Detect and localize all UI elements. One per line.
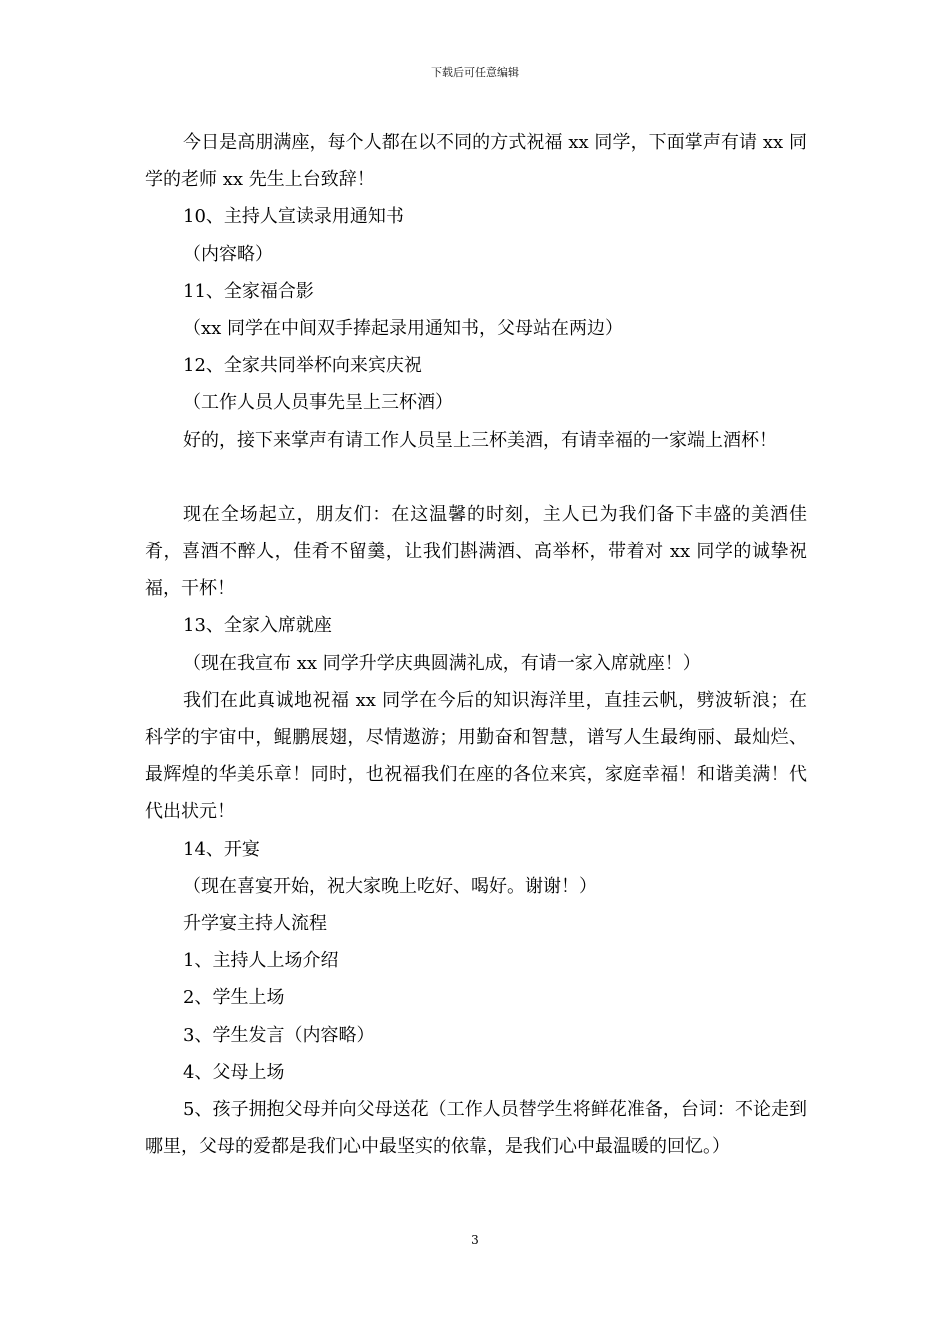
section-heading-13: 13、全家入席就座	[183, 615, 332, 637]
page-header: 下载后可任意编辑	[431, 66, 519, 79]
process-step-2: 2、学生上场	[183, 987, 285, 1009]
section-title-host-process: 升学宴主持人流程	[183, 913, 327, 935]
page-number: 3	[471, 1233, 479, 1247]
note-three-cups: （工作人员人员事先呈上三杯酒）	[183, 392, 453, 414]
section-heading-11: 11、全家福合影	[183, 280, 314, 302]
note-family-photo: （xx 同学在中间双手捧起录用通知书，父母站在两边）	[183, 318, 624, 340]
section-heading-12: 12、全家共同举杯向来宾庆祝	[183, 355, 422, 377]
paragraph-blessing: 我们在此真诚地祝福 xx 同学在今后的知识海洋里，直挂云帆，劈波斩浪；在科学的宇宙中，鲲鹏展翅，尽情遨游；用勤奋和智慧，谱写人生最绚丽、最灿烂、最辉煌的华美乐章！同时，也祝福我们在座的各位来宾，家庭幸福！和谐美满！代代出状元！	[145, 689, 807, 823]
note-ceremony-complete: （现在我宣布 xx 同学升学庆典圆满礼成，有请一家入席就座！）	[183, 652, 701, 674]
document-body	[145, 124, 807, 1165]
paragraph-toast-intro: 好的，接下来掌声有请工作人员呈上三杯美酒，有请幸福的一家端上酒杯！	[183, 429, 777, 451]
process-step-1: 1、主持人上场介绍	[183, 950, 339, 972]
process-step-3: 3、学生发言（内容略）	[183, 1024, 375, 1046]
paragraph-gap	[145, 459, 807, 496]
process-step-4: 4、父母上场	[183, 1061, 285, 1083]
paragraph-toast: 现在全场起立，朋友们：在这温馨的时刻，主人已为我们备下丰盛的美酒佳肴，喜酒不醉人，佳肴不留羹，让我们斟满酒、高举杯，带着对 xx 同学的诚挚祝福，干杯！	[145, 503, 807, 600]
process-step-5: 5、孩子拥抱父母并向父母送花（工作人员替学生将鲜花准备，台词：不论走到哪里，父母的爱都是我们心中最坚实的依靠，是我们心中最温暖的回忆。）	[145, 1099, 807, 1158]
paragraph-congratulations: 今日是高朋满座，每个人都在以不同的方式祝福 xx 同学，下面掌声有请 xx 同学的老师 xx 先生上台致辞！	[145, 132, 807, 191]
section-heading-14: 14、开宴	[183, 838, 260, 860]
note-content-omitted: （内容略）	[183, 243, 273, 265]
section-heading-10: 10、主持人宣读录用通知书	[183, 206, 404, 228]
note-banquet-start: （现在喜宴开始，祝大家晚上吃好、喝好。谢谢！）	[183, 875, 597, 897]
